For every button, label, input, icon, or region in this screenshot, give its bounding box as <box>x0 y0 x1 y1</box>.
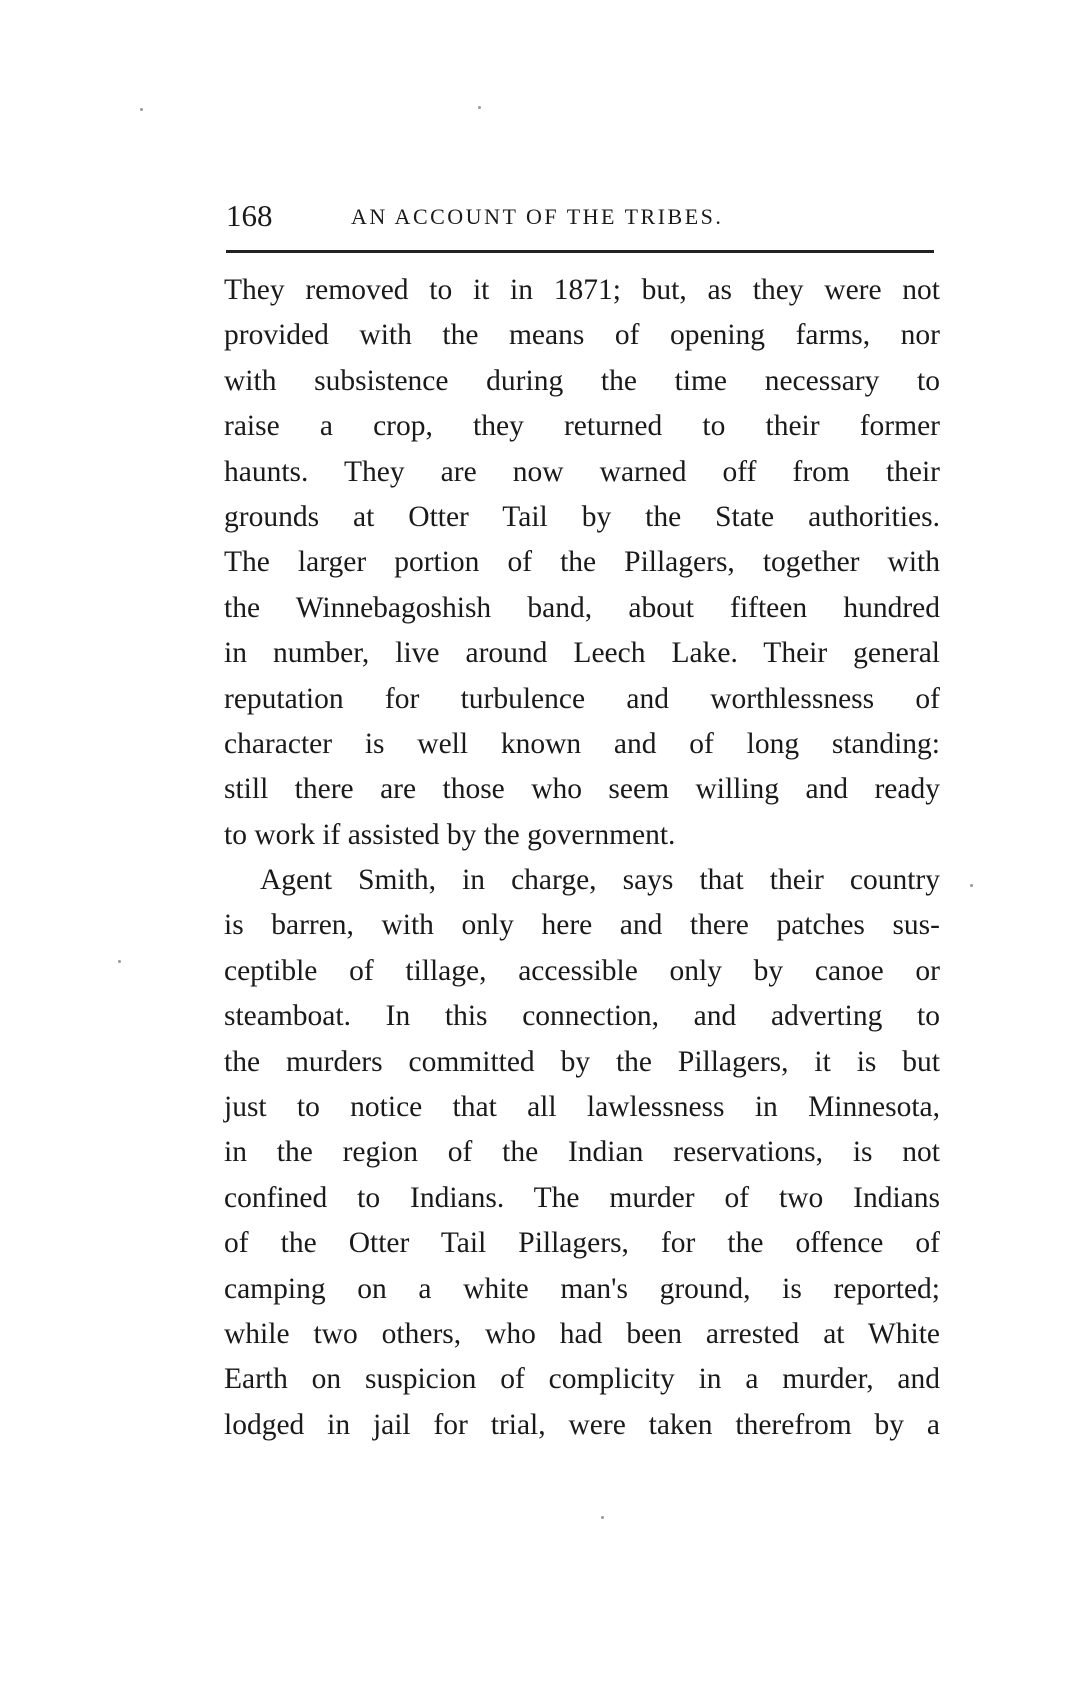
text-line: the Winnebagoshish band, about fifteen hundred <box>224 591 940 624</box>
page-number: 168 <box>226 198 273 233</box>
text-line: camping on a white man's ground, is reported; <box>224 1272 940 1305</box>
text-line: Agent Smith, in charge, says that their country <box>260 864 940 897</box>
text-line: character is well known and of long standing: <box>224 727 940 760</box>
text-line: is barren, with only here and there patches sus- <box>224 909 940 942</box>
text-line: the murders committed by the Pillagers, it is but <box>224 1045 940 1078</box>
text-line: while two others, who had been arrested at White <box>224 1317 940 1350</box>
running-head <box>226 196 931 240</box>
paragraph-2 <box>224 858 940 1448</box>
running-title: AN ACCOUNT OF THE TRIBES. <box>351 204 724 229</box>
text-line: The larger portion of the Pillagers, together with <box>224 546 940 579</box>
text-line: of the Otter Tail Pillagers, for the offence of <box>224 1227 940 1260</box>
text-line: to work if assisted by the government. <box>224 818 676 851</box>
text-line: in the region of the Indian reservations, is not <box>224 1136 940 1169</box>
text-line: haunts. They are now warned off from their <box>224 455 940 488</box>
text-line: with subsistence during the time necessary to <box>224 364 940 397</box>
paper-speck <box>118 960 121 963</box>
text-line: They removed to it in 1871; but, as they were not <box>224 274 940 306</box>
text-line: steamboat. In this connection, and adverting to <box>224 1000 940 1033</box>
text-line: reputation for turbulence and worthlessness of <box>224 682 940 715</box>
text-line: lodged in jail for trial, were taken therefrom by a <box>224 1408 940 1441</box>
text-line: in number, live around Leech Lake. Their general <box>224 637 940 670</box>
paragraph-1 <box>224 268 940 858</box>
paper-speck <box>478 106 481 109</box>
text-line: still there are those who seem willing and ready <box>224 773 940 806</box>
text-line: provided with the means of opening farms, nor <box>224 319 940 352</box>
text-line: confined to Indians. The murder of two Indians <box>224 1181 940 1214</box>
paper-speck <box>970 884 973 887</box>
text-line: grounds at Otter Tail by the State authorities. <box>224 500 940 533</box>
text-line: just to notice that all lawlessness in Minnesota, <box>224 1091 940 1124</box>
body-text <box>224 268 940 1448</box>
paper-speck <box>140 108 143 111</box>
text-line: Earth on suspicion of complicity in a murder, and <box>224 1363 940 1396</box>
header-rule <box>226 250 934 253</box>
paper-speck <box>601 1516 604 1519</box>
text-line: raise a crop, they returned to their former <box>224 410 940 443</box>
text-line: ceptible of tillage, accessible only by canoe or <box>224 954 940 987</box>
